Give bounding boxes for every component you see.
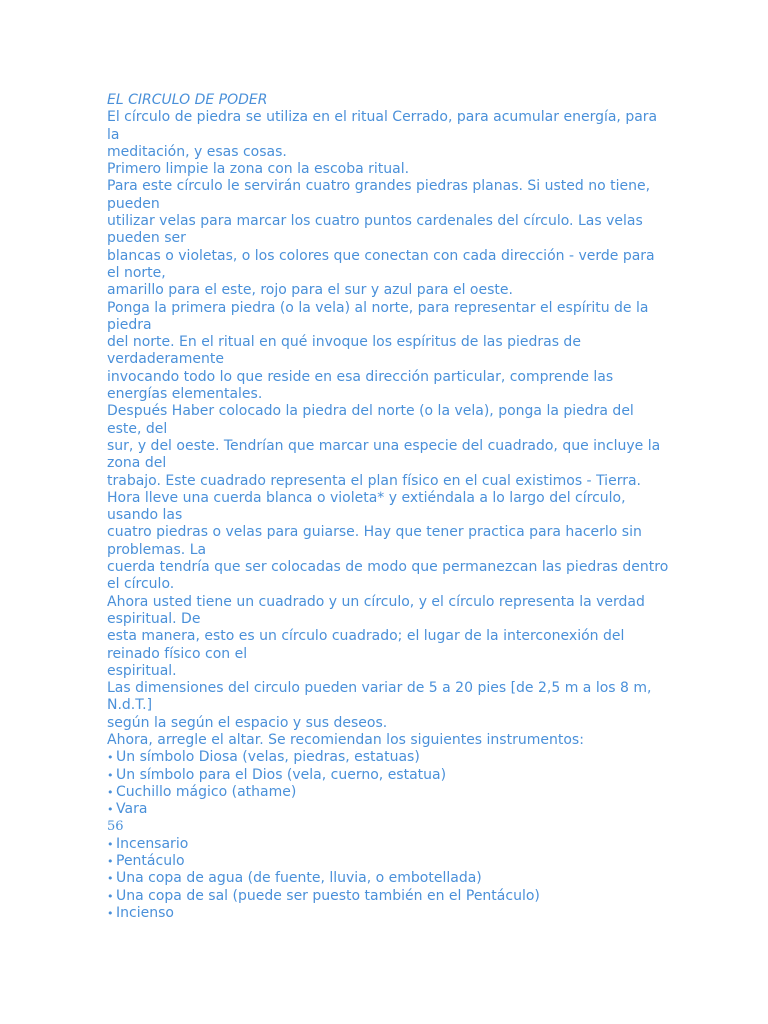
- text-line: problemas. La: [107, 541, 207, 558]
- text-line: invocando todo lo que reside en esa dirección particular, comprende las: [107, 368, 614, 385]
- text-line: el círculo.: [107, 576, 175, 593]
- text-line: cuerda tendría que ser colocadas de modo que permanezcan las piedras dentro: [107, 559, 669, 576]
- text-line: piedra: [107, 316, 152, 333]
- text-line: zona del: [107, 455, 167, 472]
- list-item-text: Una copa de sal (puede ser puesto también en el Pentáculo): [116, 887, 540, 904]
- text-line: Después Haber colocado la piedra del norte (o la vela), ponga la piedra del: [107, 403, 634, 420]
- bullet-icon: •: [107, 906, 114, 920]
- text-line: cuatro piedras o velas para guiarse. Hay que tener practica para hacerlo sin: [107, 524, 642, 541]
- text-line: Para este círculo le servirán cuatro grandes piedras planas. Si usted no tiene,: [107, 178, 651, 195]
- text-line: espiritual. De: [107, 610, 201, 627]
- text-line: utilizar velas para marcar los cuatro puntos cardenales del círculo. Las velas: [107, 213, 643, 230]
- text-line: del norte. En el ritual en qué invoque los espíritus de las piedras de: [107, 334, 581, 351]
- text-line: este, del: [107, 420, 168, 437]
- text-line: esta manera, esto es un círculo cuadrado; el lugar de la interconexión del: [107, 628, 625, 645]
- list-item: [107, 905, 667, 922]
- list-item-text: Un símbolo Diosa (velas, piedras, estatuas): [116, 749, 420, 766]
- text-line: pueden ser: [107, 230, 186, 247]
- text-line: Primero limpie la zona con la escoba ritual.: [107, 161, 410, 178]
- list-item: [107, 870, 667, 887]
- text-line: Ahora usted tiene un cuadrado y un círculo, y el círculo representa la verdad: [107, 593, 645, 610]
- list-item: [107, 767, 667, 784]
- document-page: [107, 92, 667, 922]
- list-item: [107, 801, 667, 818]
- text-line: según la según el espacio y sus deseos.: [107, 714, 388, 731]
- text-line: N.d.T.]: [107, 697, 153, 714]
- list-item-text: Pentáculo: [116, 853, 185, 870]
- text-line: reinado físico con el: [107, 645, 248, 662]
- text-line: la: [107, 126, 120, 143]
- list-item: [107, 784, 667, 801]
- page-number: 56: [107, 819, 124, 835]
- text-line: verdaderamente: [107, 351, 224, 368]
- list-item: [107, 888, 667, 905]
- bullet-icon: •: [107, 768, 114, 782]
- bullet-icon: •: [107, 855, 114, 869]
- bullet-icon: •: [107, 889, 114, 903]
- list-item: [107, 853, 667, 870]
- bullet-icon: •: [107, 751, 114, 765]
- list-item-text: Una copa de agua (de fuente, lluvia, o embotellada): [116, 870, 482, 887]
- text-line: usando las: [107, 507, 183, 524]
- list-item: [107, 749, 667, 766]
- bullet-icon: •: [107, 872, 114, 886]
- text-line: el norte,: [107, 264, 166, 281]
- text-line: Hora lleve una cuerda blanca o violeta* y extiéndala a lo largo del círculo,: [107, 489, 626, 506]
- text-line: trabajo. Este cuadrado representa el plan físico en el cual existimos - Tierra.: [107, 472, 641, 489]
- bullet-icon: •: [107, 785, 114, 799]
- bullet-icon: •: [107, 837, 114, 851]
- text-line: El círculo de piedra se utiliza en el ritual Cerrado, para acumular energía, para: [107, 109, 658, 126]
- text-line: energías elementales.: [107, 386, 263, 403]
- text-line: Las dimensiones del circulo pueden variar de 5 a 20 pies [de 2,5 m a los 8 m,: [107, 680, 652, 697]
- list-item-text: Vara: [116, 801, 148, 818]
- list-item-text: Cuchillo mágico (athame): [116, 783, 297, 800]
- text-line: pueden: [107, 195, 160, 212]
- list-item-text: Un símbolo para el Dios (vela, cuerno, estatua): [116, 766, 447, 783]
- text-line: meditación, y esas cosas.: [107, 143, 287, 160]
- text-line: Ponga la primera piedra (o la vela) al norte, para representar el espíritu de la: [107, 299, 649, 316]
- text-line: Ahora, arregle el altar. Se recomiendan los siguientes instrumentos:: [107, 731, 584, 748]
- list-item-text: Incienso: [116, 904, 174, 921]
- text-line: sur, y del oeste. Tendrían que marcar una especie del cuadrado, que incluye la: [107, 437, 661, 454]
- list-item: [107, 836, 667, 853]
- text-line: amarillo para el este, rojo para el sur y azul para el oeste.: [107, 282, 513, 299]
- text-line: espiritual.: [107, 662, 177, 679]
- document-title: EL CIRCULO DE PODER: [107, 92, 268, 108]
- list-item-text: Incensario: [116, 835, 189, 852]
- bullet-icon: •: [107, 803, 114, 817]
- text-line: blancas o violetas, o los colores que conectan con cada dirección - verde para: [107, 247, 655, 264]
